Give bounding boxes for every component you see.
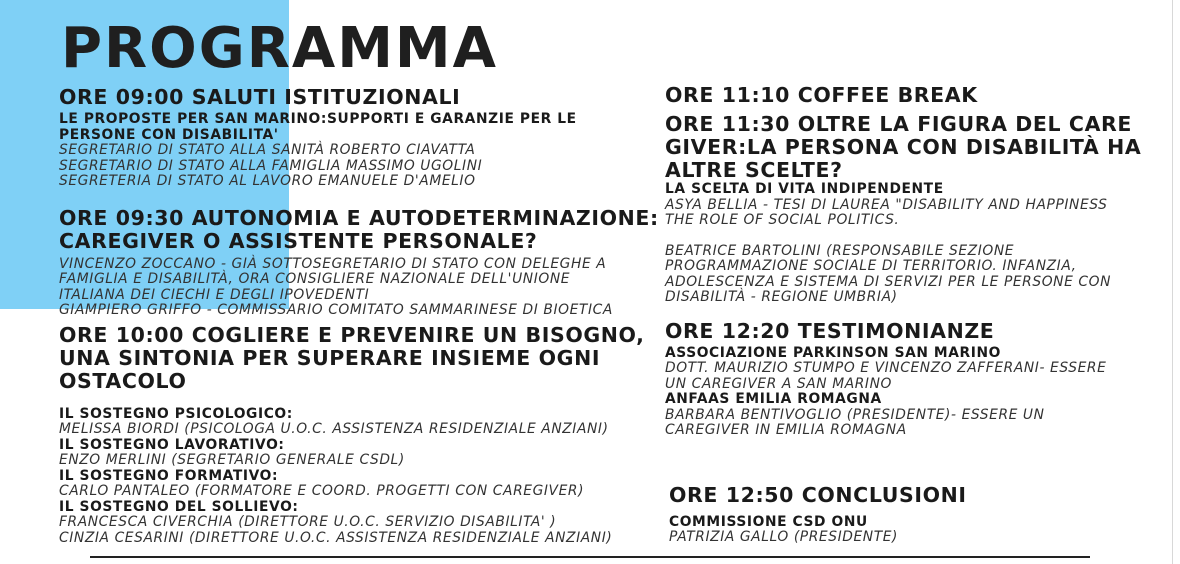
support-label: IL SOSTEGNO DEL SOLLIEVO: [59,498,299,515]
session-heading: ORE 12:20 TESTIMONIANZE [665,318,995,343]
session-heading: ORE 09:00 SALUTI ISTITUZIONALI [59,85,461,109]
session-1250 [669,484,1155,546]
session-0930 [59,207,659,319]
page-title: PROGRAMMA [61,16,498,81]
testimony-text: DOTT. MAURIZIO STUMPO E VINCENZO ZAFFERANI- ESSERE UN CAREGIVER A SAN MARINO [665,360,1107,392]
support-speaker: CINZIA CESARINI (DIRETTORE U.O.C. ASSISTENZA RESIDENZIALE ANZIANI) [59,529,613,546]
speaker-line: SEGRETARIO DI STATO ALLA SANITÀ ROBERTO CIAVATTA [59,142,476,158]
support-list [59,407,659,547]
support-speaker: CARLO PANTALEO (FORMATORE E COORD. PROGETTI CON CAREGIVER) [59,483,585,499]
closing-speaker: PATRIZIA GALLO (PRESIDENTE) [669,529,899,545]
speaker-line: BEATRICE BARTOLINI (RESPONSABILE SEZIONE PROGRAMMAZIONE SOCIALE DI TERRITORIO. INFANZIA, ADOLESCENZA E SISTEMA DI SERVIZI PER LE PERSONE CON DISABILITÀ - REGIONE UMBRIA) [665,242,1112,305]
speaker-line: ASYA BELLIA - TESI DI LAUREA "DISABILITY AND HAPPINESS THE ROLE OF SOCIAL POLITICS. [665,196,1108,228]
session-subheading: LE PROPOSTE PER SAN MARINO:SUPPORTI E GARANZIE PER LE PERSONE CON DISABILITA' [59,111,577,143]
support-label: IL SOSTEGNO PSICOLOGICO: [59,405,293,422]
session-heading: ORE 12:50 CONCLUSIONI [669,482,967,507]
testimony-label: ASSOCIAZIONE PARKINSON SAN MARINO [665,344,1001,361]
session-heading: ORE 09:30 AUTONOMIA E AUTODETERMINAZIONE: CAREGIVER O ASSISTENTE PERSONALE? [59,205,659,253]
session-1130 [665,113,1155,306]
testimony-text: BARBARA BENTIVOGLIO (PRESIDENTE)- ESSERE UN CAREGIVER IN EMILIA ROMAGNA [665,406,1045,438]
session-heading-coffee-break: ORE 11:10 COFFEE BREAK [665,83,978,107]
support-label: IL SOSTEGNO LAVORATIVO: [59,436,285,453]
session-subheading: LA SCELTA DI VITA INDIPENDENTE [665,181,944,197]
speaker-line: VINCENZO ZOCCANO - GIÀ SOTTOSEGRETARIO DI STATO CON DELEGHE A FAMIGLIA E DISABILITÀ, ORA CONSIGLIERE NAZIONALE DELL'UNIONE ITALIANA DEI CIECHI E DEGLI IPOVEDENTI [59,255,607,303]
session-1000 [59,324,659,547]
session-heading: ORE 11:30 OLTRE LA FIGURA DEL CARE GIVER:LA PERSONA CON DISABILITÀ HA ALTRE SCELTE? [665,112,1142,182]
session-heading: ORE 10:00 COGLIERE E PREVENIRE UN BISOGNO, UNA SINTONIA PER SUPERARE INSIEME OGNI OSTACOLO [59,322,645,393]
page-edge-line [1172,0,1173,564]
session-0900 [59,86,659,190]
closing-label: COMMISSIONE CSD ONU [669,513,868,530]
right-column [665,84,1155,546]
session-1220 [665,320,1155,439]
testimony-label: ANFAAS EMILIA ROMAGNA [665,391,882,407]
speaker-line: SEGRETERIA DI STATO AL LAVORO EMANUELE D'AMELIO [59,173,476,189]
speaker-line: SEGRETARIO DI STATO ALLA FAMIGLIA MASSIMO UGOLINI [59,157,483,174]
support-speaker: FRANCESCA CIVERCHIA (DIRETTORE U.O.C. SERVIZIO DISABILITA' ) [59,514,557,530]
support-label: IL SOSTEGNO FORMATIVO: [59,467,279,484]
support-speaker: ENZO MERLINI (SEGRETARIO GENERALE CSDL) [59,452,405,468]
support-speaker: MELISSA BIORDI (PSICOLOGA U.O.C. ASSISTENZA RESIDENZIALE ANZIANI) [59,421,609,437]
left-column [59,86,659,546]
bottom-divider [90,556,1090,558]
speaker-line: GIAMPIERO GRIFFO - COMMISSARIO COMITATO SAMMARINESE DI BIOETICA [59,302,613,318]
